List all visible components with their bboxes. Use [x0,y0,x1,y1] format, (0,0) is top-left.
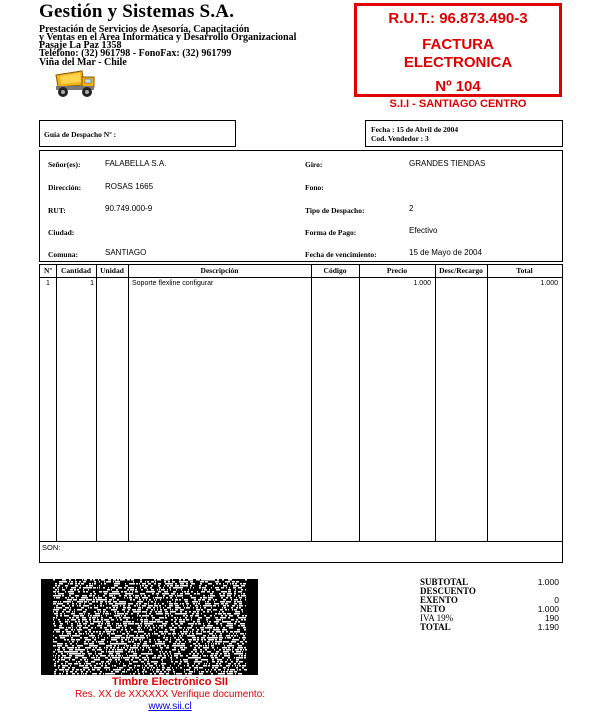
column-divider [96,265,97,541]
column-divider [56,265,57,541]
exempt-label: EXENTO [420,595,458,605]
col-header-total: Total [516,266,533,275]
seller-code: Cod. Vendedor : 3 [371,134,429,143]
document-type-line-1: FACTURA [422,36,494,53]
phone-label: Fono: [305,183,324,192]
dispatch-guide-box [39,120,236,147]
column-divider [311,265,312,541]
column-divider [487,265,488,541]
customer-rut: 90.749.000-9 [105,204,153,213]
address-value: ROSAS 1665 [105,182,154,191]
dispatch-type-value: 2 [409,204,414,213]
giro-value: GRANDES TIENDAS [409,159,486,168]
header-divider [40,277,562,278]
col-header-quantity: Cantidad [60,266,91,275]
payment-label: Forma de Pago: [305,228,357,237]
row-price: 1.000 [413,280,431,287]
due-date-label: Fecha de vencimiento: [305,250,377,259]
sii-link[interactable]: www.sii.cl [148,701,192,712]
net-value: 1.000 [537,604,559,614]
col-header-code: Código [323,266,347,275]
giro-label: Giro: [305,160,323,169]
payment-value: Efectivo [409,226,438,235]
company-city: Viña del Mar - Chile [39,57,127,68]
sii-office: S.I.I - SANTIAGO CENTRO [389,98,527,110]
commune-label: Comuna: [48,250,79,259]
customer-box [39,150,563,262]
items-table [39,264,563,542]
date-seller-box [365,120,563,147]
col-header-price: Precio [386,266,408,275]
customer-name: FALABELLA S.A. [105,159,167,168]
son-label: SON: [42,543,61,552]
row-number: 1 [46,280,50,287]
row-quantity: 1 [90,280,94,287]
invoice-date: Fecha : 15 de Abril de 2004 [371,125,459,134]
dump-truck-icon [52,67,98,99]
dispatch-guide-label: Guía de Despacho Nº : [44,130,117,139]
company-phone: Teléfono: (32) 961798 - FonoFax: (32) 961799 [39,48,232,59]
due-date-value: 15 de Mayo de 2004 [409,248,482,257]
stamp-resolution: Res. XX de XXXXXX Verifique documento: [74,689,266,700]
document-type-line-2: ELECTRONICA [403,54,513,71]
net-label: NETO [420,604,446,614]
column-divider [435,265,436,541]
company-services-line-2: y Ventas en el Area Informática y Desarrollo Organizacional [39,32,297,43]
total-value: 1.190 [537,622,559,632]
row-total: 1.000 [540,280,558,287]
iva-label: IVA 19% [420,613,454,623]
total-label: TOTAL [420,622,451,632]
col-header-description: Descripción [200,266,239,275]
col-header-discount: Desc/Recargo [439,266,483,275]
column-divider [128,265,129,541]
customer-rut-label: RUT: [48,206,66,215]
iva-value: 190 [544,613,559,623]
document-rut-box [354,3,562,97]
exempt-value: 0 [554,595,559,605]
document-number: Nº 104 [435,78,481,95]
col-header-unit: Unidad [100,266,124,275]
dispatch-type-label: Tipo de Despacho: [305,206,365,215]
company-address: Pasaje La Paz 1358 [39,40,122,51]
issuer-rut: R.U.T.: 96.873.490-3 [388,10,528,27]
col-header-number: Nº [44,266,52,275]
commune-value: SANTIAGO [105,248,147,257]
city-label: Ciudad: [48,228,75,237]
company-name: Gestión y Sistemas S.A. [39,1,235,22]
electronic-stamp-barcode [41,579,258,675]
subtotal-value: 1.000 [537,577,559,587]
address-label: Dirección: [48,183,82,192]
subtotal-label: SUBTOTAL [420,577,469,587]
discount-label: DESCUENTO [420,586,476,596]
column-divider [359,265,360,541]
row-description: Soporte flexline configurar [132,280,214,287]
stamp-title: Timbre Electrónico SII [112,676,228,688]
son-box [39,541,563,563]
customer-name-label: Señor(es): [48,160,81,169]
company-services-line-1: Prestación de Servicios de Asesoría, Capacitación [39,24,250,35]
